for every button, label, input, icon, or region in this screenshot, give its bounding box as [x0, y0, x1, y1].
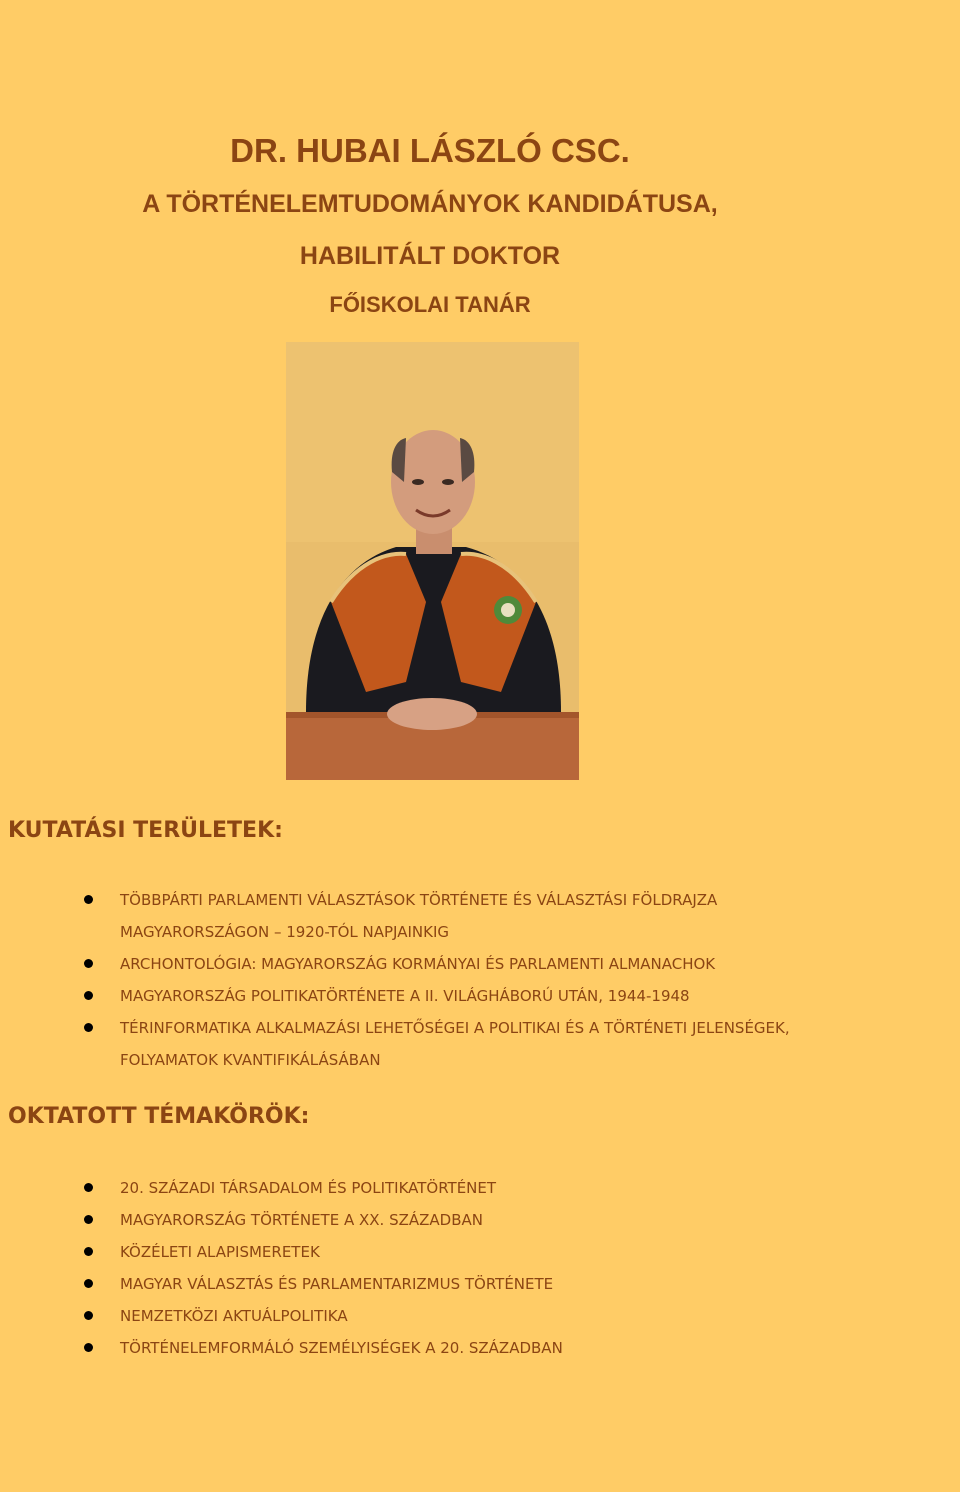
bullet-icon [84, 1023, 93, 1032]
position-line: FŐISKOLAI TANÁR [329, 292, 531, 317]
person-name: DR. HUBAI LÁSZLÓ CSC. [230, 132, 630, 169]
teaching-item-text: KÖZÉLETI ALAPISMERETEK [120, 1243, 320, 1261]
list-item [0, 948, 840, 980]
list-item [0, 1300, 840, 1332]
bullet-icon [84, 1311, 93, 1320]
teaching-item-text: MAGYAR VÁLASZTÁS ÉS PARLAMENTARIZMUS TÖRTÉNETE [120, 1275, 554, 1293]
bullet-icon [84, 1183, 93, 1192]
list-item [0, 884, 840, 948]
bullet-icon [84, 1343, 93, 1352]
teaching-item-text: TÖRTÉNELEMFORMÁLÓ SZEMÉLYISÉGEK A 20. SZÁZADBAN [120, 1339, 563, 1357]
teaching-item-text: MAGYARORSZÁG TÖRTÉNETE A XX. SZÁZADBAN [120, 1211, 483, 1229]
bullet-icon [84, 959, 93, 968]
teaching-list [0, 1172, 840, 1364]
list-item [0, 980, 840, 1012]
portrait-photo [286, 342, 579, 780]
teaching-item-text: 20. SZÁZADI TÁRSADALOM ÉS POLITIKATÖRTÉNET [120, 1179, 497, 1197]
bullet-icon [84, 1247, 93, 1256]
list-item [0, 1204, 840, 1236]
list-item [0, 1236, 840, 1268]
bullet-icon [84, 895, 93, 904]
bullet-icon [84, 1279, 93, 1288]
list-item [0, 1268, 840, 1300]
research-heading: KUTATÁSI TERÜLETEK: [8, 818, 283, 843]
list-item [0, 1012, 840, 1076]
bullet-icon [84, 1215, 93, 1224]
degree-line: A TÖRTÉNELEMTUDOMÁNYOK KANDIDÁTUSA, [142, 190, 718, 218]
research-item-text: TÉRINFORMATIKA ALKALMAZÁSI LEHETŐSÉGEI A POLITIKAI ÉS A TÖRTÉNETI JELENSÉGEK, FOLYAMATOK KVANTIFIKÁLÁSÁBAN [120, 1019, 790, 1069]
list-item [0, 1332, 840, 1364]
research-item-text: ARCHONTOLÓGIA: MAGYARORSZÁG KORMÁNYAI ÉS PARLAMENTI ALMANACHOK [120, 955, 716, 973]
habilitation-line: HABILITÁLT DOKTOR [299, 242, 561, 270]
teaching-heading: OKTATOTT TÉMAKÖRÖK: [8, 1104, 310, 1129]
teaching-item-text: NEMZETKÖZI AKTUÁLPOLITIKA [120, 1307, 348, 1325]
research-item-text: TÖBBPÁRTI PARLAMENTI VÁLASZTÁSOK TÖRTÉNETE ÉS VÁLASZTÁSI FÖLDRAJZA MAGYARORSZÁGON – 1920-TÓL NAPJAINKIG [120, 891, 718, 941]
research-list [0, 884, 840, 1076]
bullet-icon [84, 991, 93, 1000]
list-item [0, 1172, 840, 1204]
research-item-text: MAGYARORSZÁG POLITIKATÖRTÉNETE A II. VILÁGHÁBORÚ UTÁN, 1944-1948 [120, 987, 690, 1005]
